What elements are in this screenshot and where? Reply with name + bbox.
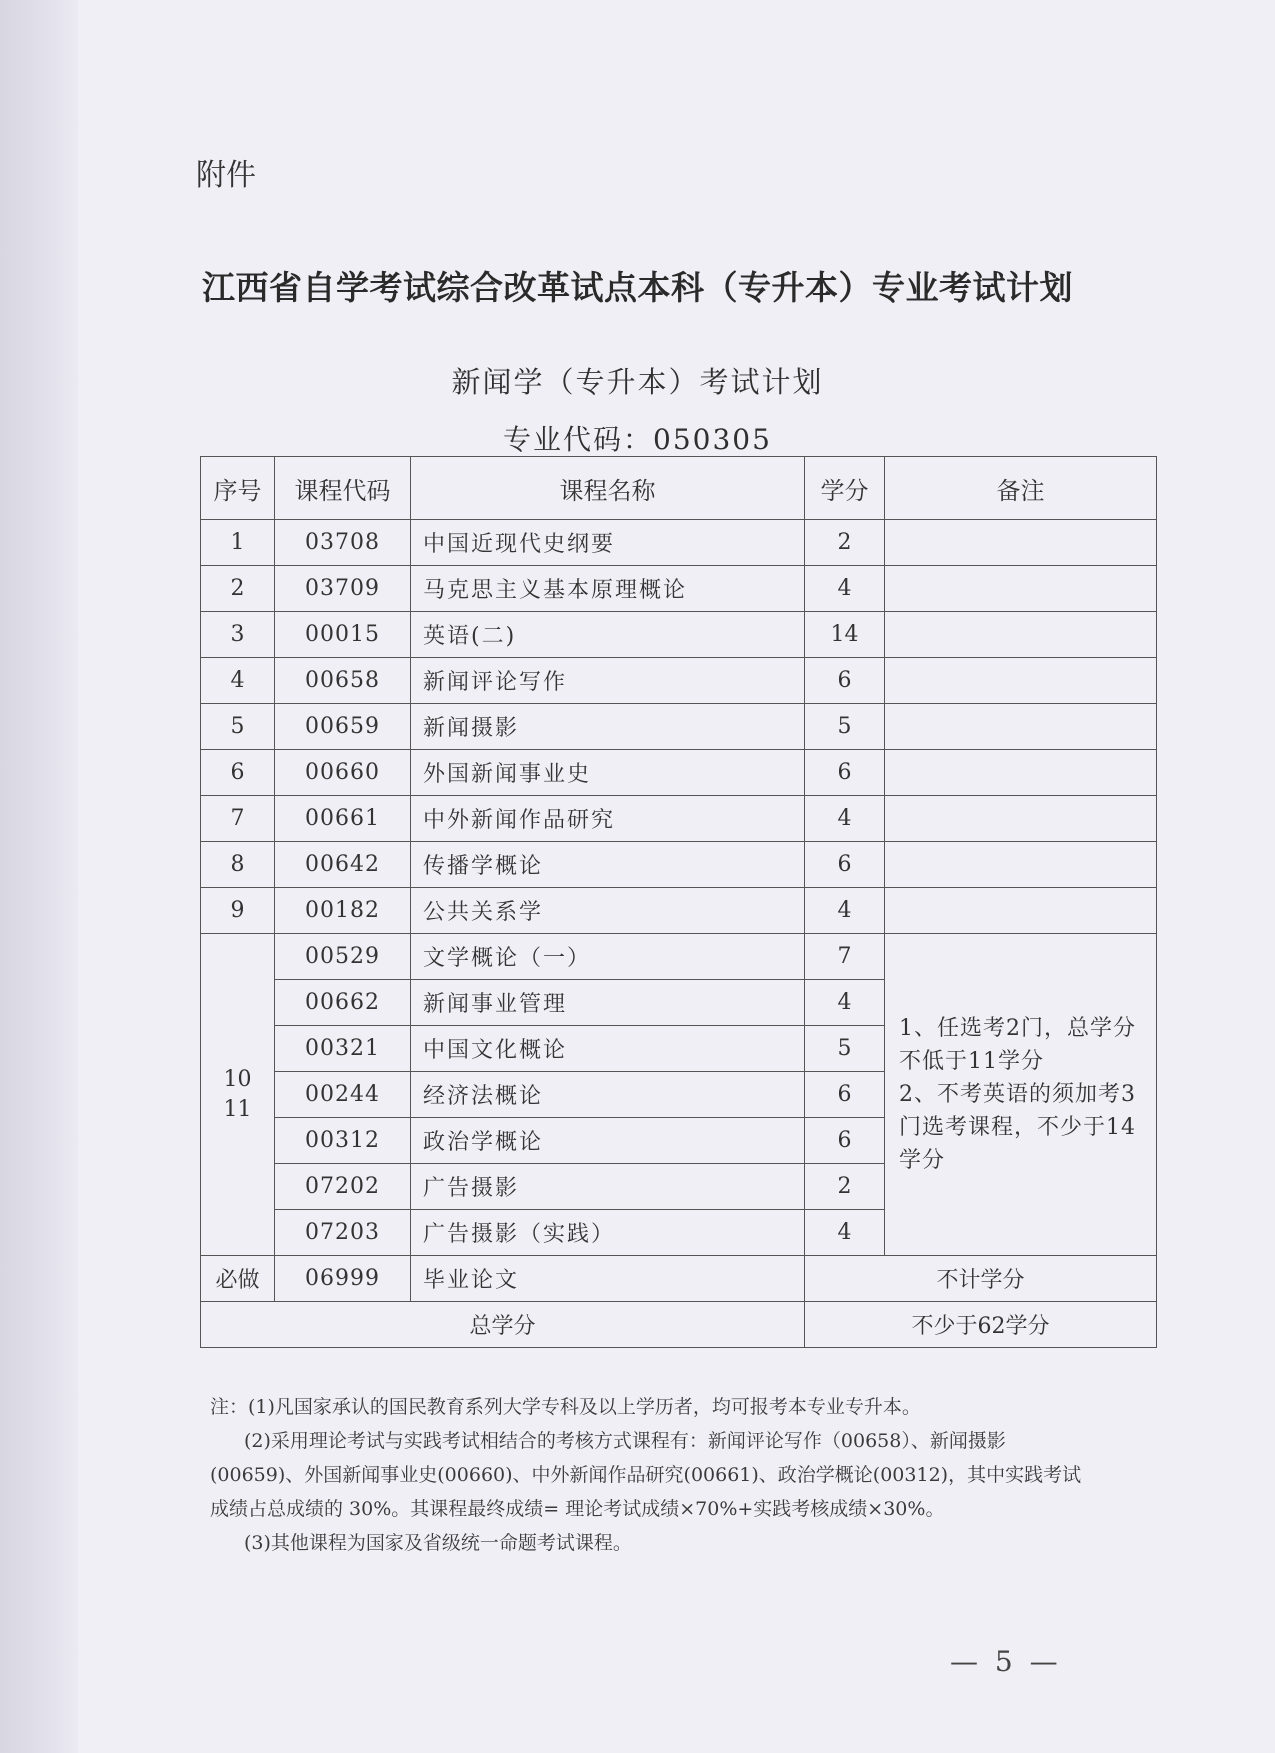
row-seq: 3 bbox=[201, 612, 275, 658]
total-label: 总学分 bbox=[201, 1302, 805, 1348]
table-row bbox=[201, 842, 1157, 888]
row-name: 经济法概论 bbox=[411, 1072, 805, 1118]
row-name: 中国近现代史纲要 bbox=[411, 520, 805, 566]
row-seq: 9 bbox=[201, 888, 275, 934]
total-value: 不少于62学分 bbox=[805, 1302, 1157, 1348]
row-credit: 6 bbox=[805, 750, 885, 796]
row-code: 00660 bbox=[275, 750, 411, 796]
row-credit: 2 bbox=[805, 1164, 885, 1210]
plan-subtitle: 新闻学（专升本）考试计划 bbox=[451, 365, 824, 399]
row-code: 00312 bbox=[275, 1118, 411, 1164]
note-3: (3)其他课程为国家及省级统一命题考试课程。 bbox=[244, 1532, 632, 1554]
row-credit: 4 bbox=[805, 980, 885, 1026]
row-credit: 4 bbox=[805, 566, 885, 612]
row-credit: 5 bbox=[805, 1026, 885, 1072]
header-name: 课程名称 bbox=[411, 457, 805, 520]
row-credit: 6 bbox=[805, 1072, 885, 1118]
thesis-row bbox=[201, 1256, 1157, 1302]
header-code: 课程代码 bbox=[275, 457, 411, 520]
row-remark bbox=[885, 704, 1157, 750]
row-code: 00321 bbox=[275, 1026, 411, 1072]
row-name: 传播学概论 bbox=[411, 842, 805, 888]
row-code: 00658 bbox=[275, 658, 411, 704]
thesis-code: 06999 bbox=[275, 1256, 411, 1302]
row-name: 广告摄影 bbox=[411, 1164, 805, 1210]
row-name: 新闻摄影 bbox=[411, 704, 805, 750]
row-seq: 4 bbox=[201, 658, 275, 704]
table-row bbox=[201, 658, 1157, 704]
row-name: 公共关系学 bbox=[411, 888, 805, 934]
document-title: 江西省自学考试综合改革试点本科（专升本）专业考试计划 bbox=[202, 268, 1073, 307]
header-seq: 序号 bbox=[201, 457, 275, 520]
row-name: 文学概论（一） bbox=[411, 934, 805, 980]
row-seq: 7 bbox=[201, 796, 275, 842]
row-name: 新闻评论写作 bbox=[411, 658, 805, 704]
major-code: 专业代码：050305 bbox=[503, 423, 772, 456]
row-credit: 6 bbox=[805, 658, 885, 704]
table-row bbox=[201, 750, 1157, 796]
row-seq: 6 bbox=[201, 750, 275, 796]
row-remark bbox=[885, 888, 1157, 934]
row-code: 00529 bbox=[275, 934, 411, 980]
row-code: 00182 bbox=[275, 888, 411, 934]
row-name: 中外新闻作品研究 bbox=[411, 796, 805, 842]
row-credit: 7 bbox=[805, 934, 885, 980]
row-code: 00244 bbox=[275, 1072, 411, 1118]
row-name: 中国文化概论 bbox=[411, 1026, 805, 1072]
row-credit: 14 bbox=[805, 612, 885, 658]
elective-remark: 1、任选考2门，总学分不低于11学分 2、不考英语的须加考3门选考课程，不少于14学分 bbox=[885, 934, 1157, 1256]
row-remark bbox=[885, 796, 1157, 842]
row-credit: 5 bbox=[805, 704, 885, 750]
row-seq: 5 bbox=[201, 704, 275, 750]
exam-plan-table bbox=[200, 456, 1157, 1348]
table-row bbox=[201, 612, 1157, 658]
row-name: 马克思主义基本原理概论 bbox=[411, 566, 805, 612]
notes-section bbox=[210, 1390, 1100, 1560]
table-header-row bbox=[201, 457, 1157, 520]
row-credit: 2 bbox=[805, 520, 885, 566]
row-code: 03708 bbox=[275, 520, 411, 566]
row-name: 政治学概论 bbox=[411, 1118, 805, 1164]
row-name: 新闻事业管理 bbox=[411, 980, 805, 1026]
row-remark bbox=[885, 842, 1157, 888]
row-name: 外国新闻事业史 bbox=[411, 750, 805, 796]
note-1: 注：(1)凡国家承认的国民教育系列大学专科及以上学历者，均可报考本专业专升本。 bbox=[210, 1396, 921, 1418]
row-code: 07203 bbox=[275, 1210, 411, 1256]
row-seq: 1 bbox=[201, 520, 275, 566]
header-credit: 学分 bbox=[805, 457, 885, 520]
row-code: 00659 bbox=[275, 704, 411, 750]
thesis-name: 毕业论文 bbox=[411, 1256, 805, 1302]
thesis-seq: 必做 bbox=[201, 1256, 275, 1302]
table-row bbox=[201, 796, 1157, 842]
header-remark: 备注 bbox=[885, 457, 1157, 520]
row-credit: 4 bbox=[805, 796, 885, 842]
row-remark bbox=[885, 612, 1157, 658]
table-row bbox=[201, 566, 1157, 612]
row-code: 00015 bbox=[275, 612, 411, 658]
elective-seq: 10 11 bbox=[201, 934, 275, 1256]
row-remark bbox=[885, 566, 1157, 612]
row-code: 07202 bbox=[275, 1164, 411, 1210]
row-seq: 8 bbox=[201, 842, 275, 888]
attachment-label: 附件 bbox=[196, 158, 256, 193]
thesis-credit-note: 不计学分 bbox=[805, 1256, 1157, 1302]
row-credit: 6 bbox=[805, 842, 885, 888]
row-code: 00661 bbox=[275, 796, 411, 842]
row-remark bbox=[885, 658, 1157, 704]
table-row bbox=[201, 704, 1157, 750]
table-row bbox=[201, 888, 1157, 934]
row-credit: 6 bbox=[805, 1118, 885, 1164]
row-name: 英语(二) bbox=[411, 612, 805, 658]
row-code: 00642 bbox=[275, 842, 411, 888]
row-code: 00662 bbox=[275, 980, 411, 1026]
elective-row bbox=[201, 934, 1157, 980]
page-number: — 5 — bbox=[950, 1645, 1062, 1678]
row-credit: 4 bbox=[805, 1210, 885, 1256]
row-remark bbox=[885, 520, 1157, 566]
row-name: 广告摄影（实践） bbox=[411, 1210, 805, 1256]
row-remark bbox=[885, 750, 1157, 796]
row-code: 03709 bbox=[275, 566, 411, 612]
table-row bbox=[201, 520, 1157, 566]
row-seq: 2 bbox=[201, 566, 275, 612]
row-credit: 4 bbox=[805, 888, 885, 934]
total-row bbox=[201, 1302, 1157, 1348]
note-2: (2)采用理论考试与实践考试相结合的考核方式课程有：新闻评论写作（00658）、新闻摄影(00659)、外国新闻事业史(00660)、中外新闻作品研究(00661)、政治学概论(00312)，其中实践考试成绩占总成绩的 30%。其课程最终成绩= 理论考试成绩×70%+实践考核成绩×30%。 bbox=[210, 1430, 1082, 1520]
